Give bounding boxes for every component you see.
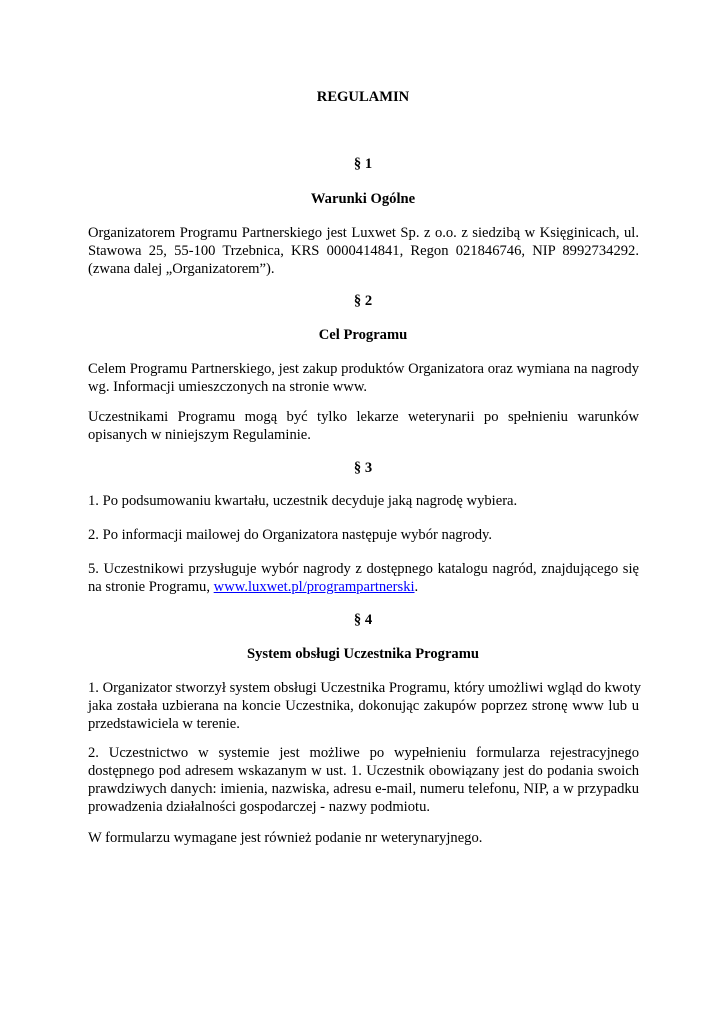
section-4-paragraph-3 xyxy=(88,829,639,847)
text-line: Stawowa 25, 55-100 Trzebnica, KRS 0000414841, Regon 021846746, NIP 8992734292. xyxy=(88,243,639,259)
text-line: 1. Organizator stworzył system obsługi Uczestnika Programu, który umożliwi wgląd do kwoty xyxy=(88,680,641,696)
text-line: W formularzu wymagane jest również podanie nr weterynaryjnego. xyxy=(88,830,483,846)
text-line: Organizatorem Programu Partnerskiego jest Luxwet Sp. z o.o. z siedzibą w Księginicach, ul. xyxy=(88,225,639,241)
text-line: 2. Po informacji mailowej do Organizatora następuje wybór nagrody. xyxy=(88,527,493,543)
text-line: prowadzenia działalności gospodarczej - nazwy podmiotu. xyxy=(88,799,431,815)
section-4-heading: System obsługi Uczestnika Programu xyxy=(246,646,479,662)
section-2-paragraph-2 xyxy=(88,408,639,444)
text-line: 5. Uczestnikowi przysługuje wybór nagrody z dostępnego katalogu nagród, znajdującego się xyxy=(88,561,639,577)
text-line: Celem Programu Partnerskiego, jest zakup produktów Organizatora oraz wymiana na nagrody xyxy=(88,361,639,377)
section-3-paragraph-3 xyxy=(88,560,639,596)
text-line xyxy=(88,578,639,596)
section-4-paragraph-2 xyxy=(88,744,639,816)
section-4-paragraph-1 xyxy=(88,679,639,733)
text-line: wg. Informacji umieszczonych na stronie www. xyxy=(88,379,368,395)
text-line: 1. Po podsumowaniu kwartału, uczestnik decyduje jaką nagrodę wybiera. xyxy=(88,493,518,509)
text-line: 2. Uczestnictwo w systemie jest możliwe po wypełnieniu formularza rejestracyjnego xyxy=(88,745,639,761)
section-3-paragraph-2 xyxy=(88,526,639,544)
document-title: REGULAMIN xyxy=(316,89,410,105)
section-2-mark: § 2 xyxy=(353,293,373,309)
section-1-heading: Warunki Ogólne xyxy=(310,191,416,207)
section-1-mark: § 1 xyxy=(353,156,373,172)
text-line: prawdziwych danych: imienia, nazwiska, adresu e-mail, numeru telefonu, NIP, a w przypadku xyxy=(88,781,639,797)
text-line: (zwana dalej „Organizatorem”). xyxy=(88,261,275,277)
text-line: dostępnego pod adresem wskazanym w ust. 1. Uczestnik obowiązany jest do podania swoich xyxy=(88,763,639,779)
section-3-paragraph-1 xyxy=(88,492,639,510)
text-suffix: . xyxy=(414,579,419,595)
section-2-paragraph-1 xyxy=(88,360,639,396)
section-3-mark: § 3 xyxy=(353,460,373,476)
section-4-mark: § 4 xyxy=(353,612,373,628)
section-1-paragraph-1 xyxy=(88,224,639,278)
text-line: przedstawiciela w terenie. xyxy=(88,716,240,732)
text-line: Uczestnikami Programu mogą być tylko lekarze weterynarii po spełnieniu warunków xyxy=(88,409,639,425)
text-line: jaka została uzbierana na koncie Uczestnika, dokonując zakupów poprzez stronę www lub u xyxy=(88,698,639,714)
program-link[interactable]: www.luxwet.pl/programpartnerski xyxy=(213,579,415,595)
text-prefix: na stronie Programu, xyxy=(88,579,214,595)
section-2-heading: Cel Programu xyxy=(318,327,408,343)
text-line: opisanych w niniejszym Regulaminie. xyxy=(88,427,311,443)
